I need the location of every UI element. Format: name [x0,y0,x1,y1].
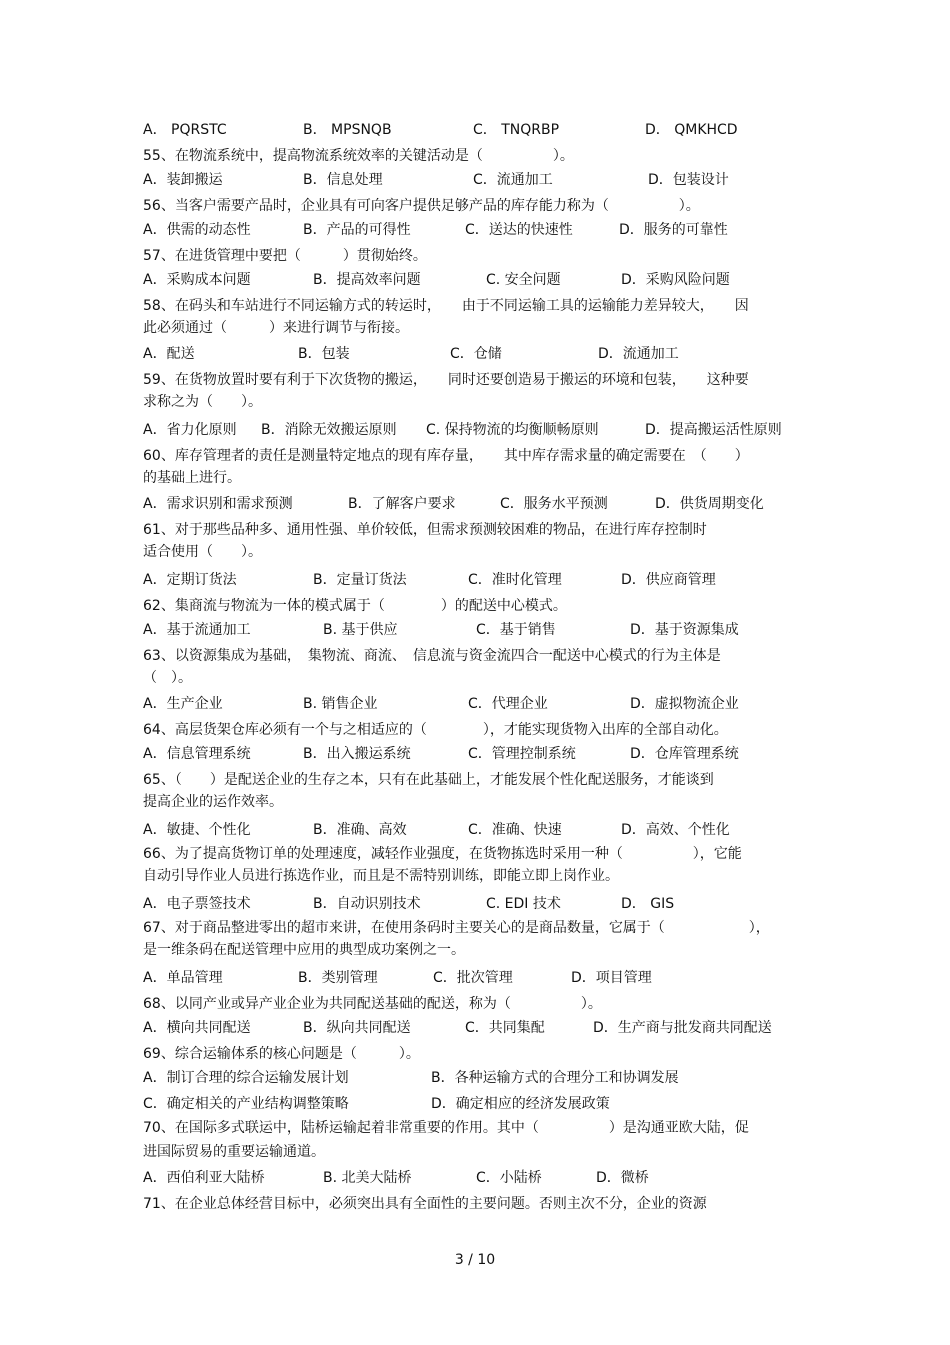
question-text-line [143,940,813,960]
answer-option: D．服务的可靠性 [619,222,728,238]
question-text-line [143,246,813,266]
answer-option: A．省力化原则 [143,422,237,438]
question-text-line [143,792,813,812]
question-text: 69、综合运输体系的核心问题是（ ）。 [143,1046,420,1062]
question-text-line [143,1044,813,1064]
answer-option: D．虚拟物流企业 [630,696,739,712]
answer-option: C. 安全问题 [486,272,561,288]
answer-option: A．定期订货法 [143,572,237,588]
question-text: 67、对于商品整进零出的超市来讲，在使用条码时主要关心的是商品数量，它属于（ ）， [143,920,770,936]
answer-option: D．确定相应的经济发展政策 [431,1096,610,1112]
answer-option: A．装卸搬运 [143,172,223,188]
question-text-line [143,520,813,540]
answer-option: C．服务水平预测 [500,496,608,512]
answer-option: C． TNQRBP [473,122,560,138]
option-row [143,494,813,514]
option-row [143,220,813,240]
answer-option: D．仓库管理系统 [630,746,739,762]
answer-option: C．确定相关的产业结构调整策略 [143,1096,349,1112]
question-text-line [143,596,813,616]
answer-option: B. 销售企业 [303,696,378,712]
answer-option: D．供货周期变化 [655,496,764,512]
question-text: 64、高层货架仓库必须有一个与之相适应的（ ），才能实现货物入出库的全部自动化。 [143,722,728,738]
question-text: 70、在国际多式联运中，陆桥运输起着非常重要的作用。其中（ ）是沟通亚欧大陆，促 [143,1120,749,1136]
answer-option: D．流通加工 [598,346,679,362]
answer-option: A．西伯利亚大陆桥 [143,1170,265,1186]
option-row [143,344,813,364]
question-text-line [143,994,813,1014]
answer-option: C．准确、快速 [468,822,562,838]
answer-option: B．各种运输方式的合理分工和协调发展 [431,1070,679,1086]
option-row [143,968,813,988]
answer-option: B．出入搬运系统 [303,746,411,762]
option-row [143,894,813,914]
answer-option: B. 基于供应 [323,622,398,638]
question-text: 适合使用（ ）。 [143,544,262,560]
answer-option: D．高效、个性化 [621,822,730,838]
question-text: （ ）。 [143,670,192,686]
page-number: 3 / 10 [454,1252,496,1268]
answer-option: C．准时化管理 [468,572,562,588]
question-text-line [143,542,813,562]
question-text: 66、为了提高货物订单的处理速度，减轻作业强度，在货物拣选时采用一种（ ），它能 [143,846,742,862]
question-text: 60、库存管理者的责任是测量特定地点的现有库存量， 其中库存需求量的确定需要在 （ ） [143,448,749,464]
answer-option: C. 保持物流的均衡顺畅原则 [426,422,599,438]
answer-option: A．敏捷、个性化 [143,822,251,838]
answer-option: B．准确、高效 [313,822,407,838]
answer-option: D．提高搬运活性原则 [645,422,782,438]
answer-option: B．产品的可得性 [303,222,411,238]
option-row [143,120,813,140]
option-row [143,1068,813,1088]
answer-option: C．共同集配 [465,1020,545,1036]
option-row [143,420,813,440]
question-text-line [143,646,813,666]
answer-option: A．单品管理 [143,970,223,986]
question-text: 63、以资源集成为基础， 集物流、商流、 信息流与资金流四合一配送中心模式的行为主体是 [143,648,721,664]
answer-option: B．包装 [298,346,350,362]
question-text: 68、以同产业或异产业企业为共同配送基础的配送，称为（ ）。 [143,996,602,1012]
answer-option: A．采购成本问题 [143,272,251,288]
question-text: 57、在进货管理中要把（ ）贯彻始终。 [143,248,427,264]
answer-option: A．电子票签技术 [143,896,251,912]
answer-option: C．管理控制系统 [468,746,576,762]
answer-option: B．提高效率问题 [313,272,421,288]
option-row [143,694,813,714]
question-text-line [143,370,813,390]
question-text: 61、对于那些品种多、通用性强、单价较低，但需求预测较困难的物品，在进行库存控制时 [143,522,707,538]
answer-option: D．微桥 [596,1170,649,1186]
option-row [143,620,813,640]
question-text: 71、在企业总体经营目标中，必须突出具有全面性的主要问题。否则主次不分，企业的资源 [143,1196,707,1212]
answer-option: C．流通加工 [473,172,553,188]
answer-option: B．了解客户要求 [348,496,456,512]
question-text-line [143,446,813,466]
answer-option: B．类别管理 [298,970,378,986]
question-text: 56、当客户需要产品时，企业具有可向客户提供足够产品的库存能力称为（ ）。 [143,198,700,214]
question-text-line [143,296,813,316]
question-text-line [143,1118,813,1138]
answer-option: C. EDI 技术 [486,896,561,912]
question-text-line [143,1142,813,1162]
question-text-line [143,318,813,338]
answer-option: C．基于销售 [476,622,556,638]
answer-option: D．项目管理 [571,970,652,986]
option-row [143,1168,813,1188]
answer-option: D．供应商管理 [621,572,716,588]
answer-option: D．生产商与批发商共同配送 [593,1020,772,1036]
answer-option: B．信息处理 [303,172,383,188]
answer-option: D．包装设计 [648,172,729,188]
question-text-line [143,196,813,216]
question-text: 62、集商流与物流为一体的模式属于（ ）的配送中心模式。 [143,598,567,614]
question-text-line [143,392,813,412]
question-text: 的基础上进行。 [143,470,241,486]
answer-option: A．需求识别和需求预测 [143,496,293,512]
option-row [143,270,813,290]
answer-option: B．纵向共同配送 [303,1020,411,1036]
answer-option: A．配送 [143,346,195,362]
answer-option: A． PQRSTC [143,122,227,138]
option-row [143,1018,813,1038]
question-text-line [143,844,813,864]
answer-option: C．仓储 [450,346,502,362]
question-text: 59、在货物放置时要有利于下次货物的搬运， 同时还要创造易于搬运的环境和包装， 这种要 [143,372,749,388]
option-row [143,170,813,190]
answer-option: A．横向共同配送 [143,1020,251,1036]
answer-option: B. 北美大陆桥 [323,1170,412,1186]
question-text: 是一维条码在配送管理中应用的典型成功案例之一。 [143,942,465,958]
option-row [143,820,813,840]
answer-option: D．采购风险问题 [621,272,730,288]
option-row [143,570,813,590]
question-text: 自动引导作业人员进行拣选作业，而且是不需特别训练，即能立即上岗作业。 [143,868,619,884]
answer-option: C．送达的快速性 [465,222,573,238]
question-text-line [143,146,813,166]
question-text: 65、（ ）是配送企业的生存之本，只有在此基础上，才能发展个性化配送服务，才能谈到 [143,772,714,788]
option-row [143,1094,813,1114]
answer-option: D． GIS [621,896,675,912]
question-text-line [143,770,813,790]
question-text-line [143,918,813,938]
answer-option: B．消除无效搬运原则 [261,422,397,438]
answer-option: D． QMKHCD [645,122,738,138]
question-text: 55、在物流系统中，提高物流系统效率的关键活动是（ ）。 [143,148,574,164]
question-text-line [143,668,813,688]
option-row [143,744,813,764]
question-text: 提高企业的运作效率。 [143,794,283,810]
answer-option: B．定量订货法 [313,572,407,588]
answer-option: A．供需的动态性 [143,222,251,238]
question-text: 58、在码头和车站进行不同运输方式的转运时， 由于不同运输工具的运输能力差异较大， 因 [143,298,749,314]
answer-option: C．代理企业 [468,696,548,712]
answer-option: B． MPSNQB [303,122,392,138]
answer-option: C．批次管理 [433,970,513,986]
question-text-line [143,866,813,886]
answer-option: C．小陆桥 [476,1170,542,1186]
answer-option: D．基于资源集成 [630,622,739,638]
answer-option: A．基于流通加工 [143,622,251,638]
answer-option: A．生产企业 [143,696,223,712]
question-text-line [143,1194,813,1214]
question-text-line [143,468,813,488]
answer-option: A．信息管理系统 [143,746,251,762]
question-text: 求称之为（ ）。 [143,394,262,410]
answer-option: B．自动识别技术 [313,896,421,912]
question-text: 此必须通过（ ）来进行调节与衔接。 [143,320,409,336]
answer-option: A．制订合理的综合运输发展计划 [143,1070,349,1086]
question-text-line [143,720,813,740]
question-text: 进国际贸易的重要运输通道。 [143,1144,325,1160]
